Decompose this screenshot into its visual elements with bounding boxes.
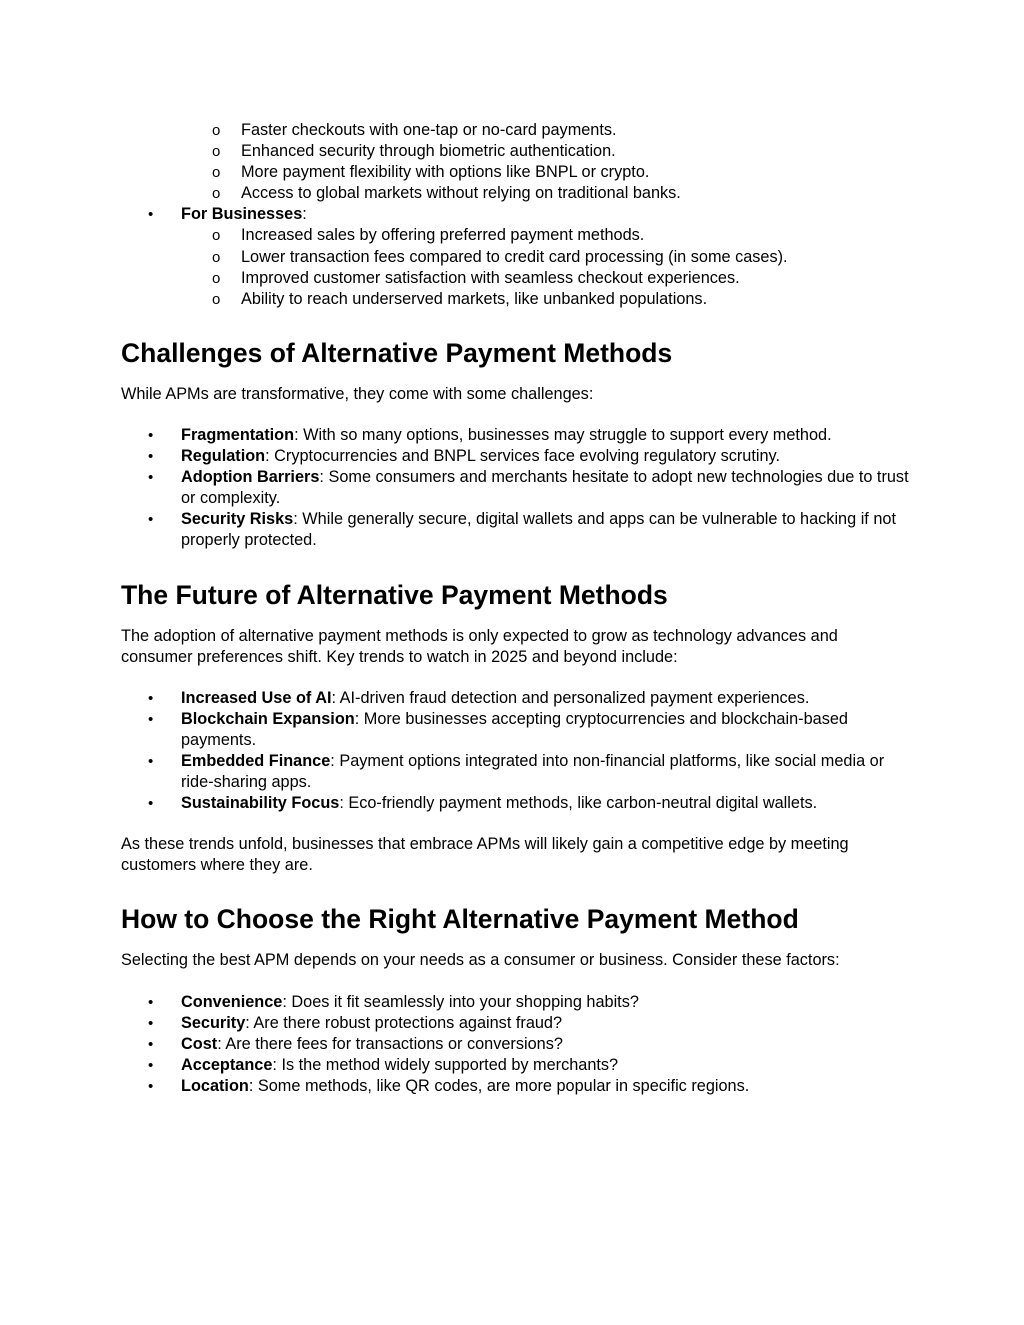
list-item: o Increased sales by offering preferred payment methods.: [121, 225, 911, 246]
list-item: o Improved customer satisfaction with seamless checkout experiences.: [121, 268, 911, 289]
bullet-icon: •: [148, 1056, 154, 1074]
bullet-icon: •: [148, 469, 154, 487]
list-item: • Location: Some methods, like QR codes, are more popular in specific regions.: [121, 1076, 911, 1097]
circle-bullet-icon: o: [212, 227, 221, 245]
list-item: o Lower transaction fees compared to credit card processing (in some cases).: [121, 247, 911, 268]
list-item: • Blockchain Expansion: More businesses accepting cryptocurrencies and blockchain-based payments.: [148, 709, 848, 749]
consumer-benefits-list: [121, 120, 911, 204]
circle-bullet-icon: o: [212, 248, 221, 266]
bullet-icon: •: [148, 689, 154, 707]
bullet-icon: •: [148, 426, 154, 444]
circle-bullet-icon: o: [212, 143, 221, 161]
choose-intro: Selecting the best APM depends on your needs as a consumer or business. Consider these factors:: [121, 951, 840, 970]
bullet-icon: •: [148, 206, 154, 224]
list-item: • For Businesses:: [121, 204, 911, 225]
businesses-list: [121, 204, 911, 225]
circle-bullet-icon: o: [212, 122, 221, 139]
bullet-icon: •: [148, 1014, 154, 1032]
list-item: o Access to global markets without relying on traditional banks.: [121, 183, 911, 204]
future-heading: The Future of Alternative Payment Methods: [121, 579, 668, 610]
challenges-list: [121, 425, 911, 552]
bullet-icon: •: [148, 710, 154, 728]
bullet-icon: •: [148, 993, 154, 1011]
list-item: • Security Risks: While generally secure, digital wallets and apps can be vulnerable to hacking if not properly protected.: [148, 510, 896, 550]
bullet-icon: •: [148, 448, 154, 466]
circle-bullet-icon: o: [212, 164, 221, 182]
list-item: o More payment flexibility with options like BNPL or crypto.: [121, 162, 911, 183]
list-item: • Acceptance: Is the method widely supported by merchants?: [121, 1055, 911, 1076]
choose-heading: How to Choose the Right Alternative Payment Method: [121, 904, 799, 935]
businesses-label: For Businesses: [181, 205, 303, 224]
bullet-icon: •: [148, 1077, 154, 1095]
document-page: [121, 120, 911, 1097]
future-outro: As these trends unfold, businesses that embrace APMs will likely gain a competitive edge by meeting customers where they are.: [121, 835, 849, 875]
list-item: o Faster checkouts with one-tap or no-card payments.: [121, 120, 911, 141]
bullet-icon: •: [148, 1035, 154, 1053]
challenges-heading: Challenges of Alternative Payment Methods: [121, 337, 673, 368]
bullet-icon: •: [148, 795, 154, 813]
list-item: • Fragmentation: With so many options, businesses may struggle to support every method.: [121, 425, 911, 446]
circle-bullet-icon: o: [212, 185, 221, 203]
list-item: • Regulation: Cryptocurrencies and BNPL services face evolving regulatory scrutiny.: [121, 446, 911, 467]
future-intro: The adoption of alternative payment methods is only expected to grow as technology advances and consumer preferences shift. Key trends to watch in 2025 and beyond include:: [121, 626, 838, 666]
list-item: • Embedded Finance: Payment options integrated into non-financial platforms, like social media or ride-sharing apps.: [148, 751, 885, 792]
list-item: • Increased Use of AI: AI-driven fraud detection and personalized payment experiences.: [121, 688, 911, 709]
list-item: • Sustainability Focus: Eco-friendly payment methods, like carbon-neutral digital wallets.: [121, 793, 911, 814]
list-item: • Cost: Are there fees for transactions or conversions?: [121, 1034, 911, 1055]
list-item: • Adoption Barriers: Some consumers and merchants hesitate to adopt new technologies due to trust or complexity.: [148, 468, 909, 508]
circle-bullet-icon: o: [212, 269, 221, 287]
business-benefits-list: [121, 225, 911, 309]
choose-factors-list: [121, 992, 911, 1097]
future-trends-list: [121, 688, 911, 815]
challenges-intro: While APMs are transformative, they come with some challenges:: [121, 384, 594, 403]
bullet-icon: •: [148, 752, 154, 770]
list-item: o Enhanced security through biometric authentication.: [121, 141, 911, 162]
circle-bullet-icon: o: [212, 290, 221, 308]
list-item: • Security: Are there robust protections against fraud?: [121, 1013, 911, 1034]
list-item: o Ability to reach underserved markets, like unbanked populations.: [121, 289, 911, 310]
list-item: • Convenience: Does it fit seamlessly into your shopping habits?: [121, 992, 911, 1013]
bullet-icon: •: [148, 511, 154, 529]
